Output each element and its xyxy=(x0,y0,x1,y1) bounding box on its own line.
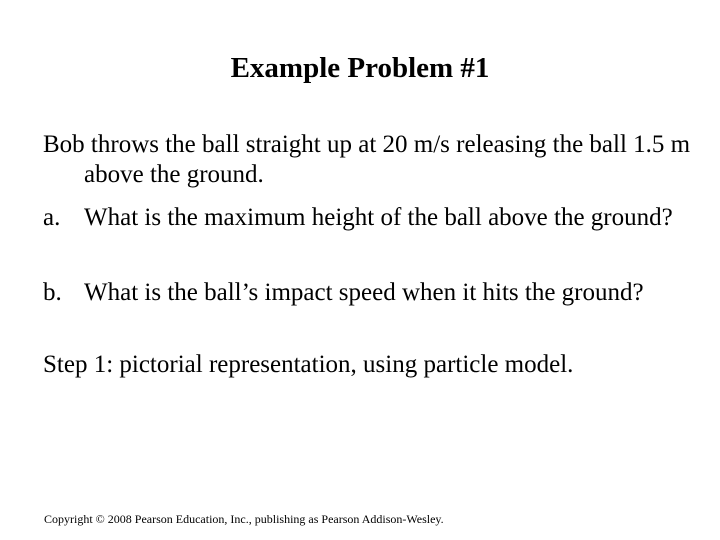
problem-statement: Bob throws the ball straight up at 20 m/s releasing the ball 1.5 m above the ground. xyxy=(43,131,691,188)
question-b xyxy=(43,278,720,308)
question-a-marker: a. xyxy=(43,204,61,231)
step-1-instruction: Step 1: pictorial representation, using particle model. xyxy=(43,351,574,378)
slide-title: Example Problem #1 xyxy=(230,52,490,84)
question-b-marker: b. xyxy=(43,279,62,306)
copyright-notice: Copyright © 2008 Pearson Education, Inc., publishing as Pearson Addison-Wesley. xyxy=(44,512,444,526)
question-a xyxy=(43,203,720,233)
question-b-text: What is the ball’s impact speed when it hits the ground? xyxy=(84,279,644,306)
question-a-text: What is the maximum height of the ball above the ground? xyxy=(84,204,673,231)
